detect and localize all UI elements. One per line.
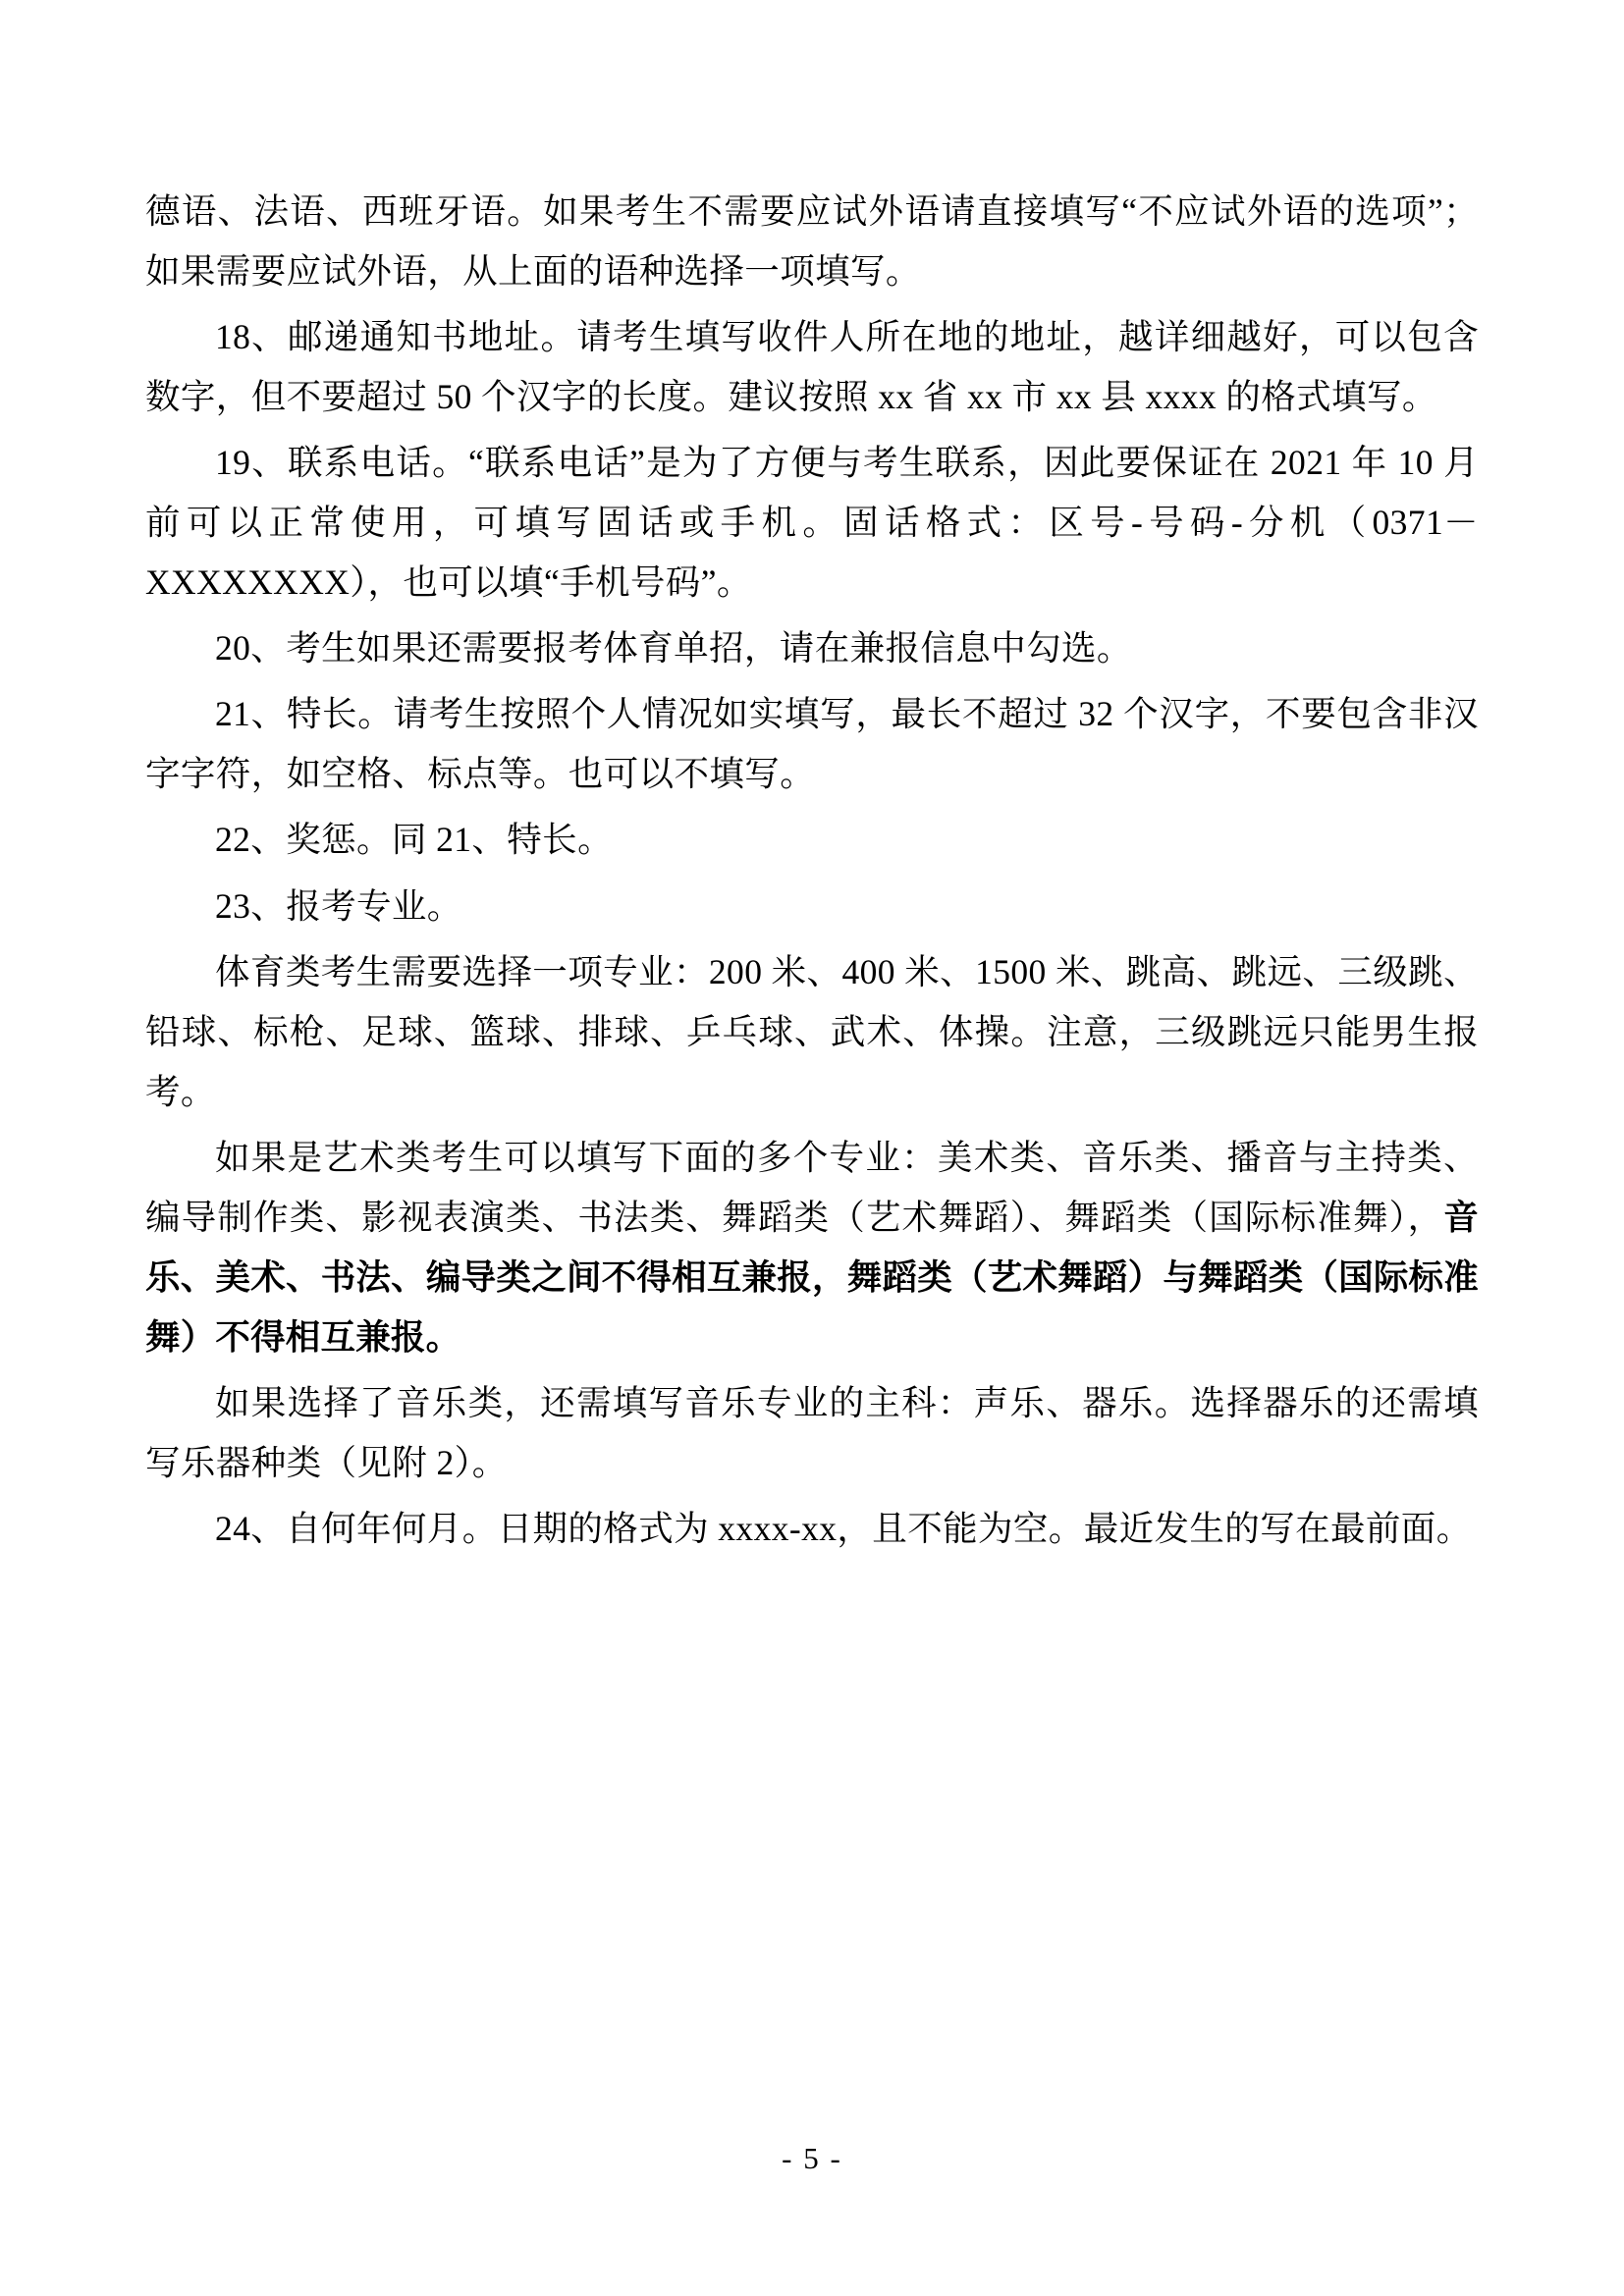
- art-majors-normal-text: 如果是艺术类考生可以填写下面的多个专业：美术类、音乐类、播音与主持类、编导制作类、影视表演类、书法类、舞蹈类（艺术舞蹈）、舞蹈类（国际标准舞），: [145, 1137, 1479, 1237]
- paragraph-item-22-rewards-penalties: 22、奖惩。同 21、特长。: [215, 820, 613, 860]
- document-body: [145, 182, 1479, 1559]
- paragraph-item-23-major-heading: 23、报考专业。: [215, 885, 462, 926]
- paragraph-item-21-specialty: 21、特长。请考生按照个人情况如实填写，最长不超过 32 个汉字，不要包含非汉字字符，如空格、标点等。也可以不填写。: [145, 694, 1479, 794]
- paragraph-item-19-contact-phone: 19、联系电话。“联系电话”是为了方便与考生联系，因此要保证在 2021 年 10 月前可以正常使用，可填写固话或手机。固话格式：区号-号码-分机（0371－XXXXXXXX），也可以填“手机号码”。: [145, 443, 1479, 603]
- paragraph-item-24-date-format: 24、自何年何月。日期的格式为 xxxx-xx，且不能为空。最近发生的写在最前面。: [215, 1508, 1472, 1548]
- paragraph-foreign-language: 德语、法语、西班牙语。如果考生不需要应试外语请直接填写“不应试外语的选项”；如果需要应试外语，从上面的语种选择一项填写。: [145, 191, 1479, 292]
- paragraph-item-18-mail-address: 18、邮递通知书地址。请考生填写收件人所在地的地址，越详细越好，可以包含数字，但不要超过 50 个汉字的长度。建议按照 xx 省 xx 市 xx 县 xxxx 的格式填写。: [145, 317, 1479, 417]
- art-majors-bold-warning: 音乐、美术、书法、编导类之间不得相互兼报，舞蹈类（艺术舞蹈）与舞蹈类（国际标准舞）不得相互兼报。: [145, 1197, 1479, 1357]
- paragraph-sports-majors: 体育类考生需要选择一项专业：200 米、400 米、1500 米、跳高、跳远、三级跳、铅球、标枪、足球、篮球、排球、乒乓球、武术、体操。注意，三级跳远只能男生报考。: [145, 951, 1479, 1111]
- page-number: - 5 -: [782, 2141, 842, 2175]
- paragraph-item-20-sports-enrollment: 20、考生如果还需要报考体育单招，请在兼报信息中勾选。: [215, 628, 1132, 668]
- paragraph-music-major-detail: 如果选择了音乐类，还需填写音乐专业的主科：声乐、器乐。选择器乐的还需填写乐器种类（见附 2）。: [145, 1382, 1479, 1482]
- paragraph-art-majors: [145, 1128, 1479, 1367]
